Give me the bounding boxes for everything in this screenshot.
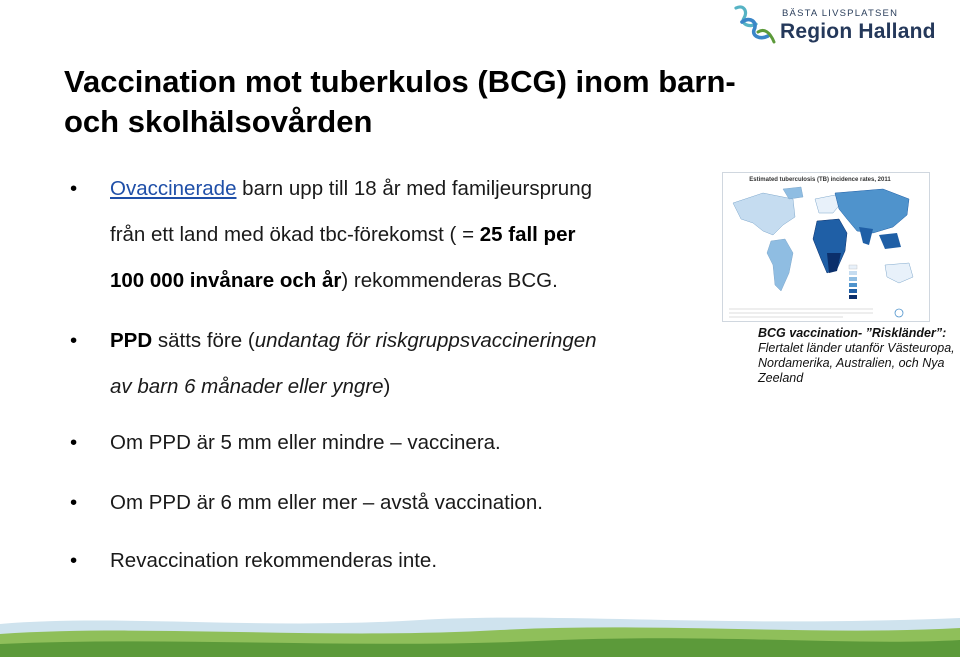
world-map-figure — [723, 173, 929, 321]
region-halland-logo — [730, 2, 940, 46]
logo-mark-icon — [730, 2, 778, 46]
logo-brand: Region Halland — [780, 20, 936, 43]
bullet-marker: • — [70, 329, 78, 352]
australia-shape — [885, 263, 913, 283]
bullet-1-bold-rate: 25 fall per — [479, 223, 576, 246]
bullet-2-italic-2: av barn 6 månader eller yngre — [110, 375, 384, 398]
caption-line-2: Nordamerika, Australien, och Nya — [758, 356, 945, 370]
asia-shape — [835, 189, 909, 233]
bullet-marker: • — [70, 491, 78, 514]
legend-swatch-1 — [849, 265, 857, 269]
bullet-1-line-2: från ett land med ökad tbc-förekomst ( = — [110, 223, 480, 246]
bullet-1-line-3: ) rekommenderas BCG. — [341, 269, 558, 292]
caption-heading: BCG vaccination- ”Riskländer”: — [758, 326, 947, 340]
footer-grass-shape — [0, 610, 960, 657]
tb-incidence-world-map — [722, 172, 930, 322]
who-emblem-icon — [895, 309, 903, 317]
risk-countries-caption — [758, 326, 958, 386]
link-ovaccinerade[interactable]: Ovaccinerade — [110, 177, 237, 200]
legend-swatch-6 — [849, 295, 857, 299]
bullet-1-line-1: barn upp till 18 år med familjeursprung — [236, 177, 593, 200]
footer-landscape — [0, 610, 960, 657]
logo-tagline: BÄSTA LIVSPLATSEN — [782, 8, 899, 19]
bullet-5-text: Revaccination rekommenderas inte. — [110, 549, 438, 572]
bullet-1-bold-population: 100 000 invånare och år — [110, 269, 342, 292]
legend-swatch-2 — [849, 271, 857, 275]
bullet-2-italic-1: undantag för riskgruppsvaccineringen — [254, 329, 597, 352]
greenland-shape — [783, 187, 803, 199]
bullet-3-text: Om PPD är 5 mm eller mindre – vaccinera. — [110, 431, 501, 454]
bullet-marker: • — [70, 549, 78, 572]
slide-title-line-1: Vaccination mot tuberkulos (BCG) inom barn- — [64, 64, 736, 99]
legend-swatch-3 — [849, 277, 857, 281]
bullet-marker: • — [70, 177, 78, 200]
legend-swatch-5 — [849, 289, 857, 293]
legend-swatch-4 — [849, 283, 857, 287]
bullet-4-text: Om PPD är 6 mm eller mer – avstå vaccination. — [110, 491, 543, 514]
southeast-asia-shape — [879, 233, 901, 249]
north-america-shape — [733, 193, 795, 235]
caption-line-3: Zeeland — [758, 371, 804, 385]
slide-title-line-2: och skolhälsovården — [64, 104, 373, 139]
slide-title — [64, 62, 864, 142]
south-america-shape — [767, 239, 793, 291]
bullet-2-bold-ppd: PPD — [110, 329, 153, 352]
bullet-2-plain: sätts före ( — [152, 329, 255, 352]
caption-line-1: Flertalet länder utanför Västeuropa, — [758, 341, 955, 355]
bullet-marker: • — [70, 431, 78, 454]
map-title: Estimated tuberculosis (TB) incidence rates, 2011 — [749, 177, 891, 183]
south-asia-shape — [859, 227, 873, 245]
bullet-2-close: ) — [383, 375, 391, 398]
